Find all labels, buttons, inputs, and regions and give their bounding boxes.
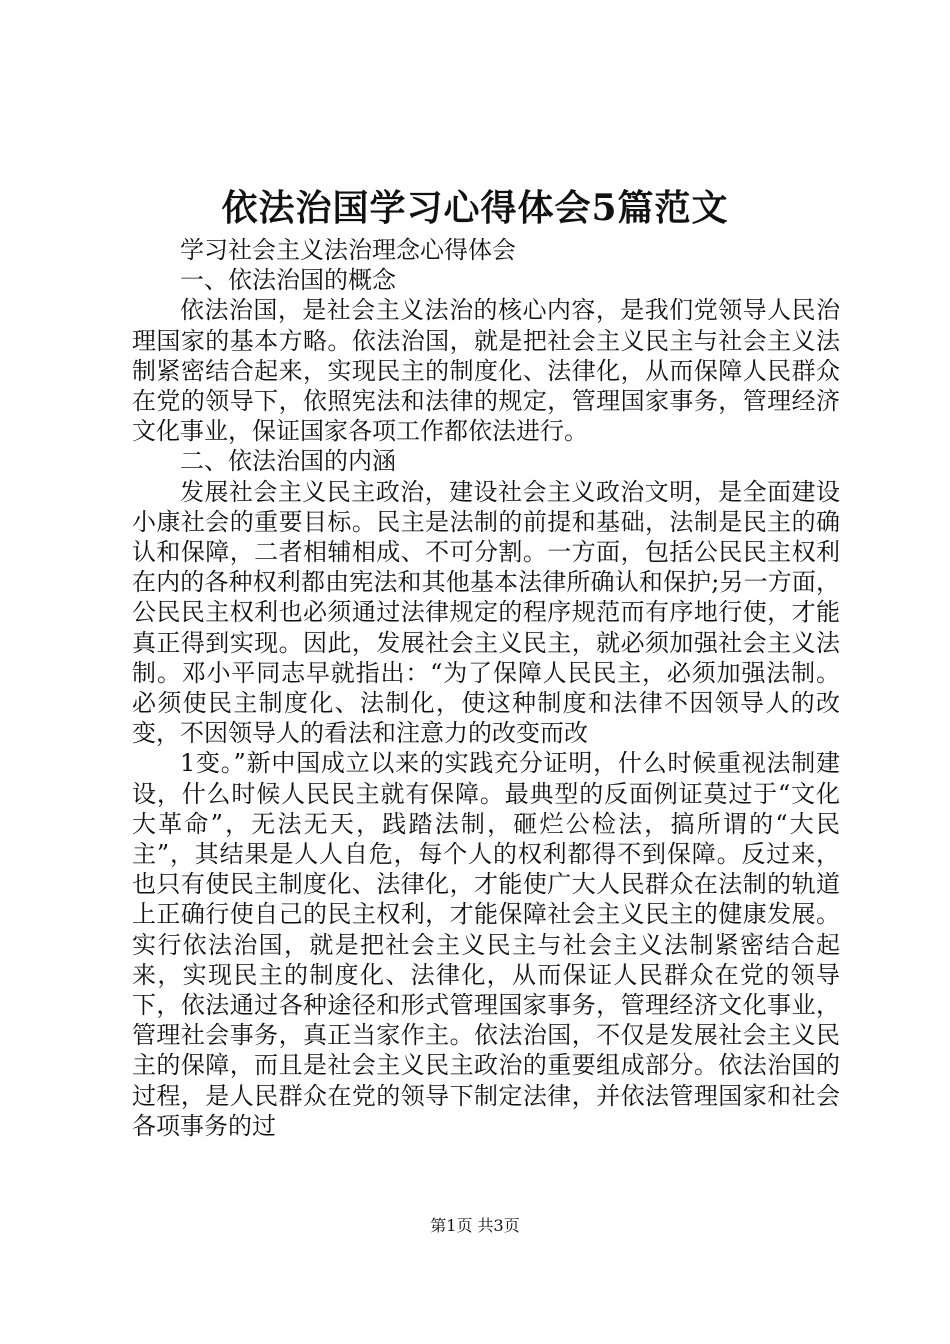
document-title: 依法治国学习心得体会5篇范文 xyxy=(221,187,729,229)
body-paragraph: 1变。”新中国成立以来的实践充分证明，什么时候重视法制建设，什么时候人民民主就有保障。最典型的反面例证莫过于“文化大革命”，无法无天，践踏法制，砸烂公检法，搞所谓的“大民主”，其结果是人人自危，每个人的权利都得不到保障。反过来，也只有使民主制度化、法律化，才能使广大人民群众在法制的轨道上正确行使自己的民主权利，才能保障社会主义民主的健康发展。实行依法治国，就是把社会主义民主与社会主义法制紧密结合起来，实现民主的制度化、法律化，从而保证人民群众在党的领导下，依法通过各种途径和形式管理国家事务，管理经济文化事业，管理社会事务，真正当家作主。依法治国，不仅是发展社会主义民主的保障，而且是社会主义民主政治的重要组成部分。依法治国的过程，是人民群众在党的领导下制定法律，并依法管理国家和社会各项事务的过 xyxy=(132,749,840,1140)
section-heading-1: 一、依法治国的概念 xyxy=(180,266,396,295)
body-paragraph: 发展社会主义民主政治，建设社会主义政治文明，是全面建设小康社会的重要目标。民主是法制的前提和基础，法制是民主的确认和保障，二者相辅相成、不可分割。一方面，包括公民民主权利在内的各种权利都由宪法和其他基本法律所确认和保护;另一方面，公民民主权利也必须通过法律规定的程序规范而有序地行使，才能真正得到实现。因此，发展社会主义民主，就必须加强社会主义法制。邓小平同志早就指出：“为了保障人民民主，必须加强法制。必须使民主制度化、法制化，使这种制度和法律不因领导人的改变，不因领导人的看法和注意力的改变而改 xyxy=(132,477,840,748)
section-heading-2: 二、依法治国的内涵 xyxy=(180,447,396,476)
document-body xyxy=(132,235,840,1141)
page-footer: 第1页 共3页 xyxy=(430,1216,520,1235)
subtitle-paragraph: 学习社会主义法治理念心得体会 xyxy=(180,236,516,264)
body-paragraph: 依法治国，是社会主义法治的核心内容，是我们党领导人民治理国家的基本方略。依法治国，就是把社会主义民主与社会主义法制紧密结合起来，实现民主的制度化、法律化，从而保障人民群众在党的领导下，依照宪法和法律的规定，管理国家事务，管理经济文化事业，保证国家各项工作都依法进行。 xyxy=(132,296,840,446)
